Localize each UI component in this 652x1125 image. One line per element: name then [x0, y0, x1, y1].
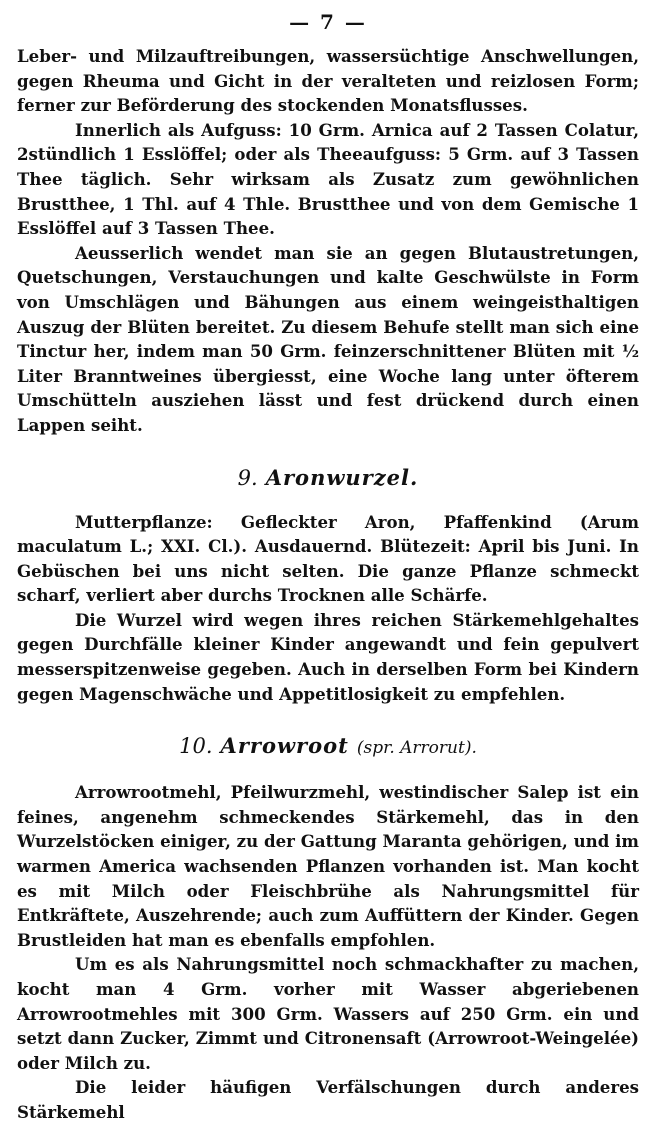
section-heading-arrowroot: [17, 732, 639, 762]
paragraph-arrowroot-adulteration: Die leider häufigen Verfälschungen durch anderes Stärkemehl: [17, 1077, 639, 1122]
pronunciation-note: (spr. Arrorut).: [356, 738, 477, 759]
paragraph-arrowroot-description: Arrowrootmehl, Pfeilwurzmehl, westindischer Salep ist ein feines, angenehm schmeckendes Stärkemehl, das in den Wurzelstöcken einiger, zu der Gattung Maranta gehörigen, und im warmen America wachsenden Pflanzen vorhanden ist. Man kocht es mit Milch oder Fleischbrühe als Nahrungsmittel für Entkräftete, Auszehrende; auch zum Auffüttern der Kinder. Gegen Brustleiden hat man es ebenfalls empfohlen.: [17, 782, 639, 950]
section-title: Aronwurzel.: [265, 464, 419, 490]
section-number: 9.: [237, 465, 258, 490]
paragraph-arrowroot-preparation: Um es als Nahrungsmittel noch schmackhafter zu machen, kocht man 4 Grm. vorher mit Wasser abgeriebenen Arrowrootmehles mit 300 Grm. Wassers auf 250 Grm. ein und setzt dann Zucker, Zimmt und Citronensaft (Arrowroot-Weingelée) oder Milch zu.: [17, 954, 639, 1073]
page-number: — 7 —: [289, 10, 367, 34]
paragraph-arnica-internal-use: Innerlich als Aufguss: 10 Grm. Arnica auf 2 Tassen Colatur, 2stündlich 1 Esslöffel; oder als Theeaufguss: 5 Grm. auf 3 Tassen Thee täglich. Sehr wirksam als Zusatz zum gewöhnlichen Brustthee, 1 Thl. auf 4 Thle. Brustthee und von dem Gemische 1 Esslöffel auf 3 Tassen Thee.: [17, 119, 639, 239]
section-title: Arrowroot: [220, 733, 349, 759]
paragraph-aronwurzel-plant: Mutterpflanze: Gefleckter Aron, Pfaffenkind (Arum maculatum L.; XXI. Cl.). Ausdauernd. Blütezeit: April bis Juni. In Gebüschen bei uns nicht selten. Die ganze Pflanze schmeckt scharf, verliert aber durchs Trocknen alle Schärfe.: [17, 511, 639, 606]
paragraph-aronwurzel-use: Die Wurzel wird wegen ihres reichen Stärkemehlgehaltes gegen Durchfälle kleiner Kinder angewandt und fein gepulvert messerspitzenweise gegeben. Auch in derselben Form bei Kindern gegen Magenschwäche und Appetitlosigkeit zu empfehlen.: [17, 609, 639, 704]
book-page: [17, 6, 639, 1125]
section-number: 10.: [179, 734, 213, 759]
section-heading-aronwurzel: [17, 464, 639, 492]
paragraph-arnica-indications: Leber- und Milzauftreibungen, wassersüchtige Anschwellungen, gegen Rheuma und Gicht in der veralteten und reizlosen Form; ferner zur Beförderung des stockenden Monatsflusses.: [17, 46, 639, 116]
paragraph-arnica-external-use: Aeusserlich wendet man sie an gegen Blutaustretungen, Quetschungen, Verstauchungen und kalte Geschwülste in Form von Umschlägen und Bähungen aus einem weingeisthaltigen Auszug der Blüten bereitet. Zu diesem Behufe stellt man sich eine Tinctur her, indem man 50 Grm. feinzerschnittener Blüten mit ½ Liter Branntweines übergiesst, eine Woche lang unter öfterem Umschütteln ausziehen lässt und fest drückend durch einen Lappen seiht.: [17, 242, 639, 435]
